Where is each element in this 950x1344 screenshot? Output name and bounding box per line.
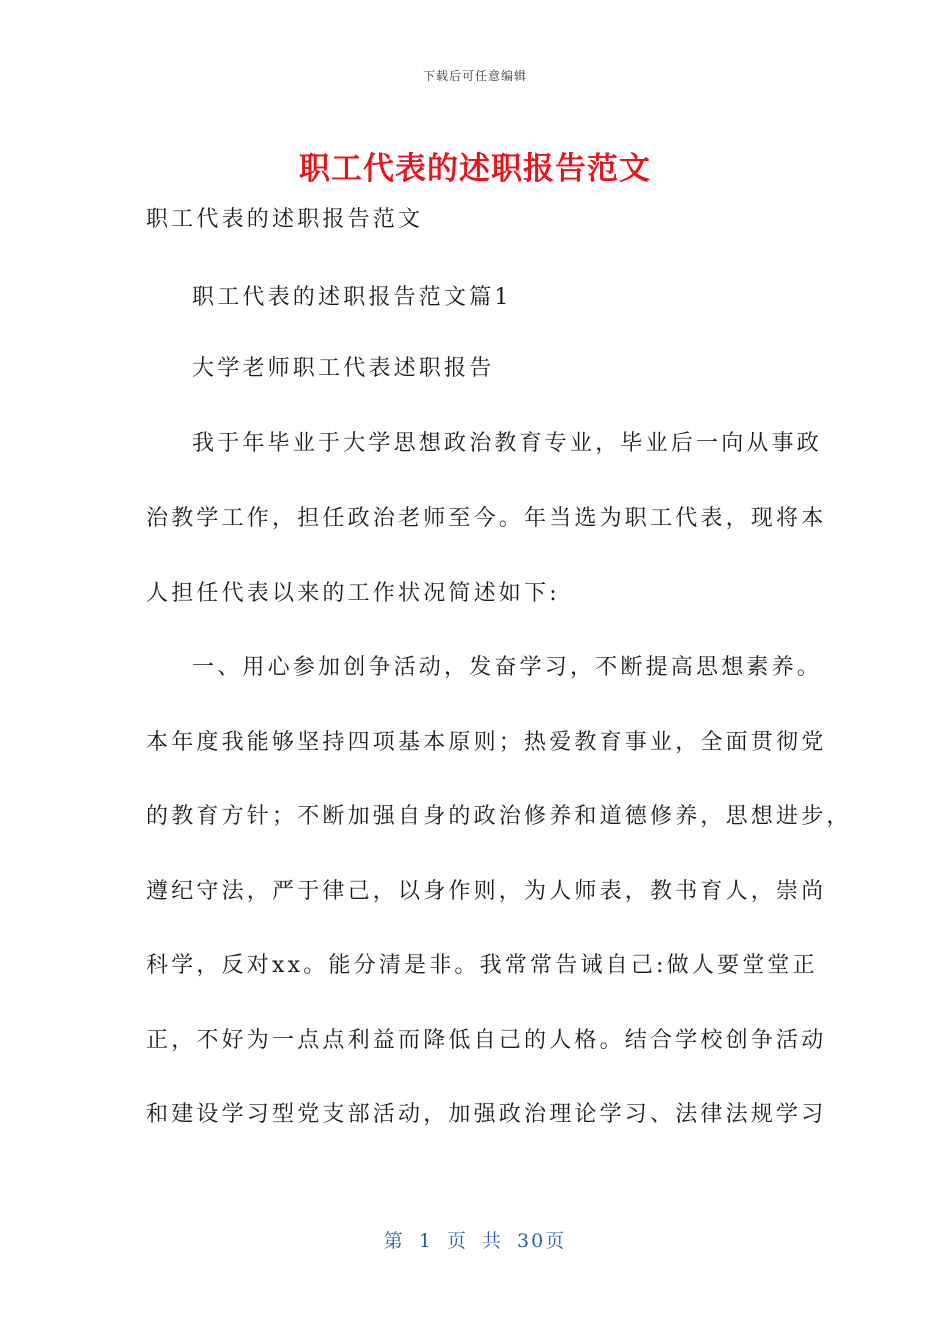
paragraph-line: 一、用心参加创争活动，发奋学习，不断提高思想素养。 (192, 655, 823, 680)
paragraph-line: 人担任代表以来的工作状况简述如下: (146, 581, 560, 606)
report-heading: 大学老师职工代表述职报告 (192, 356, 495, 381)
document-title: 职工代表的述职报告范文 (299, 151, 651, 187)
page-number: 第 1 页 共 30页 (383, 1230, 567, 1252)
paragraph-line: 正，不好为一点点利益而降低自己的人格。结合学校创争活动 (146, 1028, 827, 1053)
paragraph-line: 本年度我能够坚持四项基本原则；热爱教育事业，全面贯彻党 (146, 730, 827, 755)
paragraph-line: 我于年毕业于大学思想政治教育专业，毕业后一向从事政 (192, 431, 823, 456)
header-note: 下载后可任意编辑 (422, 69, 527, 83)
paragraph-line: 遵纪守法，严于律己，以身作则，为人师表，教书育人，崇尚 (146, 879, 827, 904)
paragraph-line: 治教学工作，担任政治老师至今。年当选为职工代表，现将本 (146, 506, 827, 531)
section-heading: 职工代表的述职报告范文篇1 (192, 285, 512, 310)
paragraph-line: 和建设学习型党支部活动，加强政治理论学习、法律法规学习 (146, 1102, 827, 1127)
paragraph-line: 科学，反对xx。能分清是非。我常常告诫自己:做人要堂堂正 (146, 953, 818, 978)
paragraph-line: 的教育方针；不断加强自身的政治修养和道德修养，思想进步， (146, 804, 852, 829)
subtitle-line: 职工代表的述职报告范文 (146, 207, 424, 232)
